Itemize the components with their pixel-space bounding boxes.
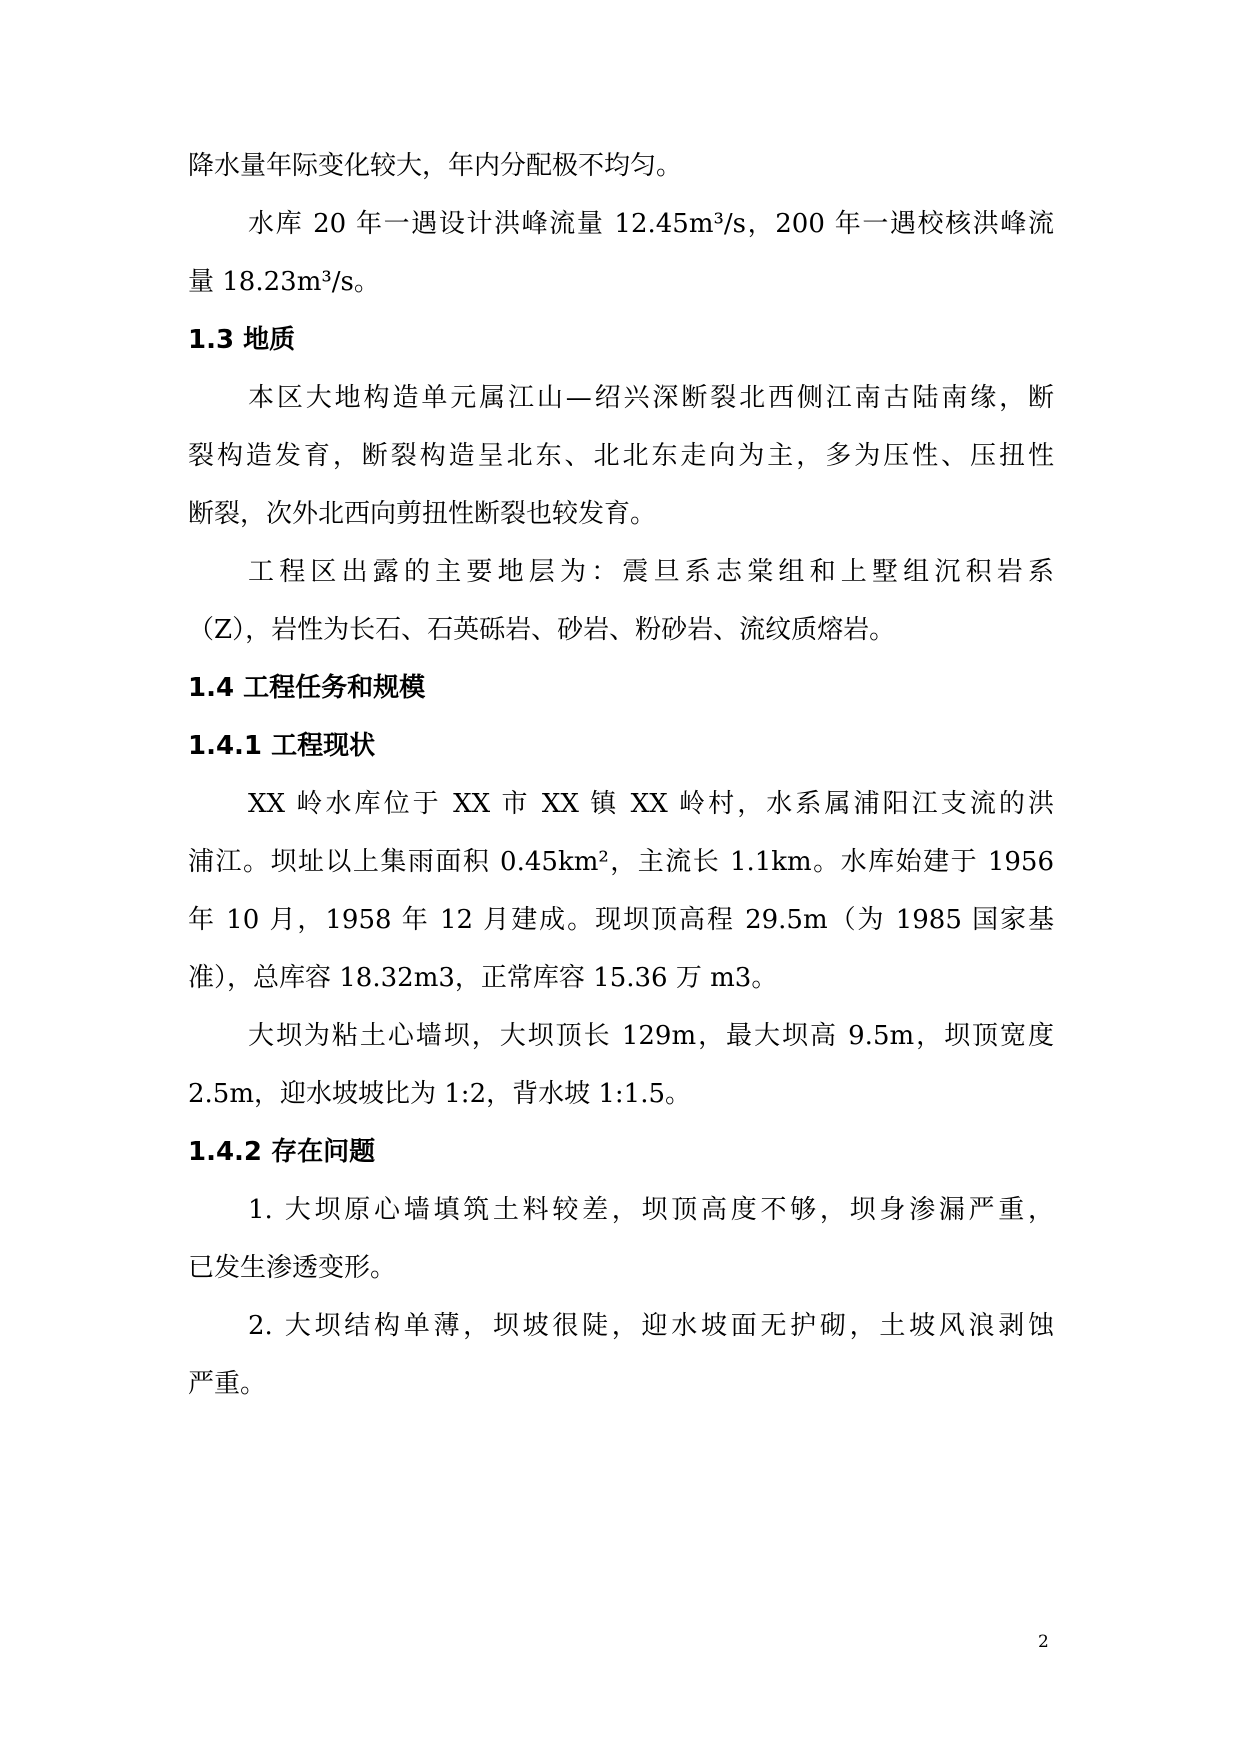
paragraph-line: XX 岭水库位于 XX 市 XX 镇 XX 岭村，水系属浦阳江支流的洪 — [248, 789, 1054, 819]
section-heading-1-4: 1.4 工程任务和规模 — [188, 673, 426, 703]
section-heading-1-4-2: 1.4.2 存在问题 — [188, 1137, 376, 1167]
list-item-line: 严重。 — [188, 1369, 267, 1399]
paragraph-line: 裂构造发育，断裂构造呈北东、北北东走向为主，多为压性、压扭性 — [188, 441, 1054, 471]
paragraph-line: 断裂，次外北西向剪扭性断裂也较发育。 — [188, 499, 657, 529]
paragraph-line: （Z），岩性为长石、石英砾岩、砂岩、粉砂岩、流纹质熔岩。 — [188, 615, 896, 645]
paragraph-line: 大坝为粘土心墙坝，大坝顶长 129m，最大坝高 9.5m，坝顶宽度 — [248, 1021, 1054, 1051]
section-heading-1-3: 1.3 地质 — [188, 325, 296, 355]
paragraph-line: 降水量年际变化较大，年内分配极不均匀。 — [188, 151, 683, 181]
list-item-line: 已发生渗透变形。 — [188, 1253, 397, 1283]
paragraph-line: 水库 20 年一遇设计洪峰流量 12.45m³/s，200 年一遇校核洪峰流 — [248, 209, 1054, 239]
section-heading-1-4-1: 1.4.1 工程现状 — [188, 731, 376, 761]
paragraph-line: 工程区出露的主要地层为：震旦系志棠组和上墅组沉积岩系 — [248, 557, 1054, 587]
paragraph-line: 年 10 月，1958 年 12 月建成。现坝顶高程 29.5m（为 1985 国家基 — [188, 905, 1054, 935]
list-item-line: 2. 大坝结构单薄，坝坡很陡，迎水坡面无护砌，土坡风浪剥蚀 — [248, 1311, 1054, 1341]
paragraph-line: 准），总库容 18.32m3，正常库容 15.36 万 m3。 — [188, 963, 778, 993]
list-item-line: 1. 大坝原心墙填筑土料较差，坝顶高度不够，坝身渗漏严重， — [248, 1195, 1054, 1225]
paragraph-line: 2.5m，迎水坡坡比为 1:2，背水坡 1:1.5。 — [188, 1079, 692, 1109]
paragraph-line: 浦江。坝址以上集雨面积 0.45km²，主流长 1.1km。水库始建于 1956 — [188, 847, 1054, 877]
paragraph-line: 量 18.23m³/s。 — [188, 267, 380, 297]
page-number: 2 — [1038, 1632, 1049, 1652]
paragraph-line: 本区大地构造单元属江山—绍兴深断裂北西侧江南古陆南缘，断 — [248, 383, 1054, 413]
